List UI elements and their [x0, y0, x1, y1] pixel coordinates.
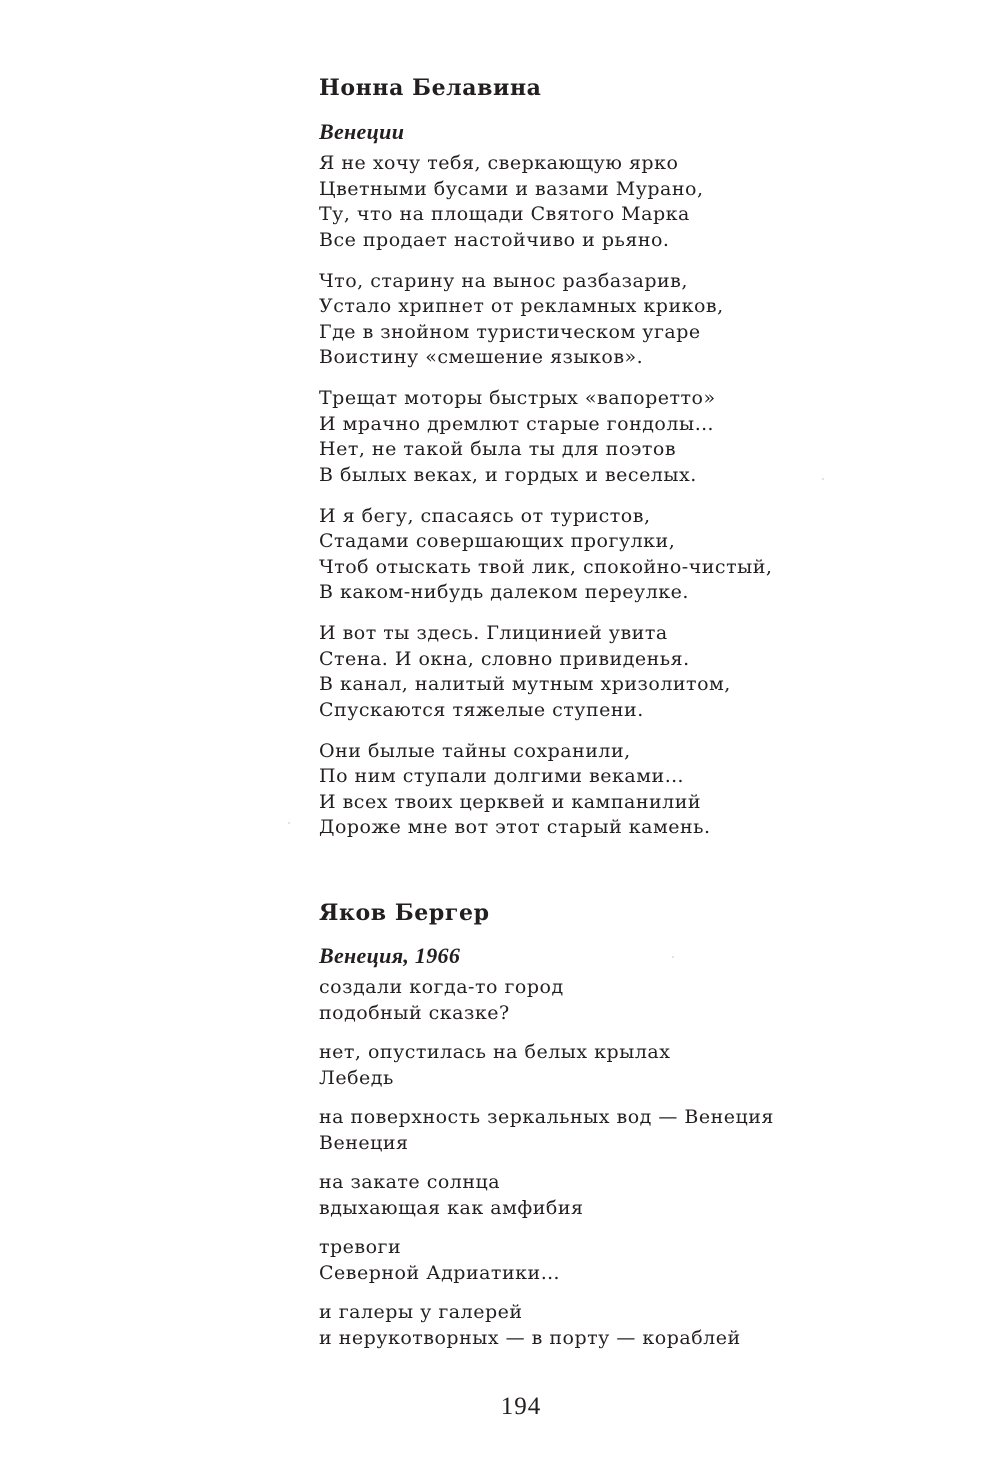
poem-line: и нерукотворных — в порту — кораблей: [319, 1326, 741, 1349]
poem-line: на поверхность зеркальных вод — Венеция: [319, 1106, 774, 1128]
poem-line: В каком-нибудь далеком переулке.: [319, 581, 689, 603]
poem-line: Нет, не такой была ты для поэтов: [319, 438, 677, 460]
poem-line: Что, старину на вынос разбазарив,: [319, 269, 688, 292]
poem-line: Цветными бусами и вазами Мурано,: [319, 177, 704, 200]
poem-line: Ту, что на площади Святого Марка: [319, 203, 690, 225]
poem-author: Яков Бергер: [319, 900, 490, 926]
poem-line: Трещат моторы быстрых «вапоретто»: [319, 387, 716, 409]
poem-line: создали когда-то город: [319, 976, 564, 998]
poem-line: Устало хрипнет от рекламных криков,: [319, 295, 724, 317]
poem-line: вдыхающая как амфибия: [319, 1196, 584, 1219]
page-number: 194: [500, 1393, 542, 1420]
poem-line: Спускаются тяжелые ступени.: [319, 698, 644, 721]
stanza: [319, 1105, 879, 1156]
stanza: [319, 739, 879, 841]
poem-line: Где в знойном туристическом угаре: [319, 320, 701, 343]
stanza: [319, 621, 879, 723]
poem-line: Венеция: [319, 1131, 409, 1154]
poem-berger: [319, 899, 879, 1351]
stanza: [319, 1300, 879, 1351]
poem-line: тревоги: [319, 1236, 402, 1258]
stanza: [319, 269, 879, 371]
stanza: [319, 504, 879, 606]
stanza: [319, 1040, 879, 1091]
poem-line: И всех твоих церквей и кампанилий: [319, 790, 702, 813]
stanza: [319, 975, 879, 1026]
poem-line: Воистину «смешение языков».: [319, 346, 644, 368]
poem-line: И вот ты здесь. Глицинией увита: [319, 622, 668, 644]
poem-line: Дороже мне вот этот старый камень.: [319, 816, 711, 838]
poem-line: И я бегу, спасаясь от туристов,: [319, 504, 651, 527]
poem-line: Лебедь: [319, 1066, 394, 1089]
poem-title: Венеции: [319, 119, 405, 144]
poem-line: Стена. И окна, словно привиденья.: [319, 647, 690, 670]
poem-line: и галеры у галерей: [319, 1301, 523, 1323]
poem-line: нет, опустилась на белых крылах: [319, 1041, 671, 1063]
stanza: [319, 1170, 879, 1221]
poem-line: Они былые тайны сохранили,: [319, 739, 631, 762]
poem-title: Венеция, 1966: [319, 943, 461, 968]
stanza: [319, 1235, 879, 1286]
poem-line: Я не хочу тебя, сверкающую ярко: [319, 152, 679, 174]
poem-belavina: [319, 74, 879, 841]
poem-line: По ним ступали долгими веками…: [319, 765, 685, 787]
stanza: [319, 151, 879, 253]
poem-line: В канал, налитый мутным хризолитом,: [319, 673, 731, 695]
paper-speck: [672, 956, 674, 958]
poem-line: В былых веках, и гордых и веселых.: [319, 463, 697, 486]
paper-speck: [822, 478, 824, 480]
poem-line: Стадами совершающих прогулки,: [319, 530, 676, 552]
paper-speck: [288, 822, 290, 824]
stanza: [319, 386, 879, 488]
poem-line: на закате солнца: [319, 1171, 501, 1193]
poem-author: Нонна Белавина: [319, 75, 542, 101]
poem-line: Все продает настойчиво и рьяно.: [319, 228, 670, 251]
poem-line: Северной Адриатики…: [319, 1261, 561, 1284]
poem-line: И мрачно дремлют старые гондолы…: [319, 412, 715, 435]
poem-line: подобный сказке?: [319, 1001, 510, 1024]
poem-line: Чтоб отыскать твой лик, спокойно-чистый,: [319, 555, 773, 578]
